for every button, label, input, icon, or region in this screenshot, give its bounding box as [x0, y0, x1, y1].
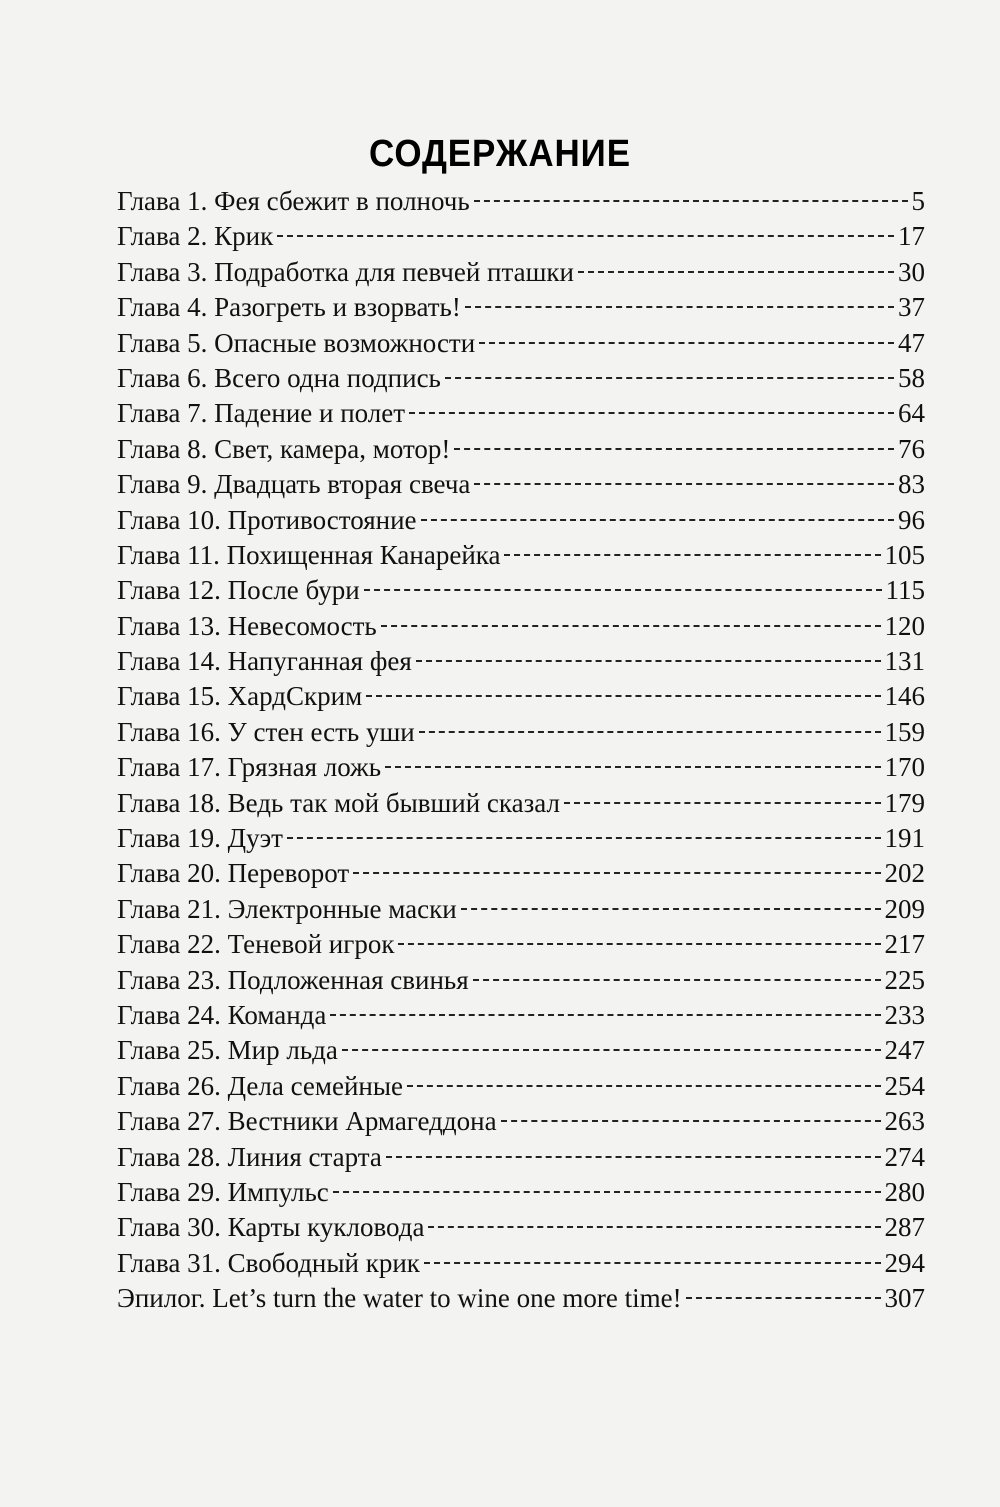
- toc-entry-label: Глава 16. У стен есть уши: [117, 716, 415, 747]
- toc-entry-label: Глава 15. ХардСкрим: [117, 681, 363, 712]
- toc-entry-label: Глава 5. Опасные возможности: [117, 327, 476, 358]
- toc-entry-page-number: 64: [898, 398, 925, 429]
- toc-entry: [117, 1246, 925, 1281]
- toc-entry: [117, 326, 925, 361]
- toc-entry-page-number: 58: [898, 362, 925, 393]
- toc-entry-label: Глава 23. Подложенная свинья: [117, 964, 469, 995]
- toc-dash-leader: [416, 660, 881, 662]
- toc-dash-leader: [419, 731, 881, 733]
- toc-entry-label: Глава 28. Линия старта: [117, 1141, 382, 1172]
- toc-dash-leader: [578, 271, 894, 273]
- toc-entry-page-number: 217: [884, 929, 925, 960]
- toc-entry-page-number: 191: [884, 823, 925, 854]
- toc-dash-leader: [409, 412, 894, 414]
- toc-entry-label: Глава 26. Дела семейные: [117, 1070, 403, 1101]
- toc-entry-label: Глава 3. Подработка для певчей пташки: [117, 256, 574, 287]
- toc-entry-page-number: 96: [898, 504, 925, 535]
- toc-dash-leader: [479, 342, 894, 344]
- toc-entry-label: Глава 9. Двадцать вторая свеча: [117, 469, 471, 500]
- toc-entry-label: Глава 6. Всего одна подпись: [117, 362, 441, 393]
- toc-dash-leader: [474, 483, 894, 485]
- toc-entry: [117, 927, 925, 962]
- toc-entry-page-number: 233: [884, 999, 925, 1030]
- toc-entry-page-number: 209: [884, 893, 925, 924]
- toc-entry-page-number: 83: [898, 469, 925, 500]
- toc-entry-page-number: 17: [898, 221, 925, 252]
- toc-entry: [117, 184, 925, 219]
- toc-entry: [117, 396, 925, 431]
- toc-entry: [117, 503, 925, 538]
- toc-entry-page-number: 159: [884, 716, 925, 747]
- toc-entry-page-number: 287: [884, 1212, 925, 1243]
- toc-dash-leader: [330, 1014, 880, 1016]
- toc-entry-label: Глава 1. Фея сбежит в полночь: [117, 186, 470, 216]
- toc-dash-leader: [287, 837, 881, 839]
- toc-entry-label: Глава 11. Похищенная Канарейка: [117, 539, 501, 570]
- toc-entry: [117, 1175, 925, 1210]
- toc-entry: [117, 1140, 925, 1175]
- toc-dash-leader: [353, 872, 880, 874]
- toc-entry-label: Глава 29. Импульс: [117, 1176, 329, 1207]
- toc-entry-page-number: 131: [884, 646, 925, 677]
- toc-dash-leader: [364, 589, 882, 591]
- toc-dash-leader: [686, 1297, 881, 1299]
- toc-entry-page-number: 247: [884, 1035, 925, 1066]
- toc-entry-page-number: 263: [884, 1106, 925, 1137]
- toc-entry: [117, 715, 925, 750]
- toc-entry: [117, 679, 925, 714]
- toc-dash-leader: [407, 1085, 881, 1087]
- toc-dash-leader: [398, 943, 880, 945]
- table-of-contents: [117, 184, 925, 1317]
- toc-entry-label: Глава 21. Электронные маски: [117, 893, 457, 924]
- toc-entry: [117, 644, 925, 679]
- toc-entry-label: Глава 18. Ведь так мой бывший сказал: [117, 787, 560, 818]
- toc-entry-label: Глава 13. Невесомость: [117, 610, 377, 641]
- toc-entry: [117, 786, 925, 821]
- toc-dash-leader: [385, 766, 880, 768]
- toc-dash-leader: [421, 519, 894, 521]
- toc-entry-page-number: 179: [884, 787, 925, 818]
- toc-entry-label: Глава 20. Переворот: [117, 858, 350, 889]
- toc-dash-leader: [333, 1191, 881, 1193]
- toc-entry-label: Глава 25. Мир льда: [117, 1035, 338, 1066]
- toc-entry: [117, 538, 925, 573]
- toc-dash-leader: [504, 554, 880, 556]
- toc-entry-page-number: 146: [884, 681, 925, 712]
- toc-dash-leader: [474, 200, 908, 202]
- toc-dash-leader: [342, 1049, 881, 1051]
- toc-entry-page-number: 47: [898, 327, 925, 358]
- toc-entry-label: Эпилог. Let’s turn the water to wine one more time!: [117, 1283, 682, 1314]
- page-title: СОДЕРЖАНИЕ: [369, 133, 631, 175]
- toc-entry-page-number: 274: [884, 1141, 925, 1172]
- toc-dash-leader: [428, 1226, 880, 1228]
- toc-entry-page-number: 115: [885, 575, 925, 606]
- toc-dash-leader: [461, 908, 881, 910]
- toc-dash-leader: [366, 695, 880, 697]
- toc-entry: [117, 750, 925, 785]
- toc-entry-label: Глава 4. Разогреть и взорвать!: [117, 292, 461, 323]
- toc-entry-page-number: 294: [884, 1247, 925, 1278]
- toc-entry: [117, 1033, 925, 1068]
- toc-entry-page-number: 225: [884, 964, 925, 995]
- toc-dash-leader: [386, 1156, 881, 1158]
- toc-entry-label: Глава 10. Противостояние: [117, 504, 417, 535]
- toc-dash-leader: [424, 1262, 881, 1264]
- toc-entry-label: Глава 2. Крик: [117, 221, 274, 252]
- toc-entry-page-number: 76: [898, 433, 925, 464]
- toc-entry-page-number: 280: [884, 1176, 925, 1207]
- toc-entry-page-number: 254: [884, 1070, 925, 1101]
- toc-entry-page-number: 30: [898, 256, 925, 287]
- toc-entry: [117, 432, 925, 467]
- toc-entry-label: Глава 24. Команда: [117, 999, 327, 1030]
- toc-entry-page-number: 170: [884, 752, 925, 783]
- toc-entry-page-number: 105: [884, 539, 925, 570]
- toc-entry-label: Глава 22. Теневой игрок: [117, 929, 395, 960]
- toc-dash-leader: [465, 306, 894, 308]
- toc-entry: [117, 467, 925, 502]
- toc-dash-leader: [445, 377, 894, 379]
- toc-entry-label: Глава 31. Свободный крик: [117, 1247, 420, 1278]
- toc-entry-label: Глава 27. Вестники Армагеддона: [117, 1106, 497, 1137]
- toc-dash-leader: [381, 625, 881, 627]
- toc-entry: [117, 255, 925, 290]
- toc-entry-page-number: 307: [884, 1283, 925, 1314]
- toc-entry-page-number: 202: [884, 858, 925, 889]
- toc-entry: [117, 998, 925, 1033]
- toc-entry-page-number: 120: [884, 610, 925, 641]
- toc-entry: [117, 219, 925, 254]
- toc-entry: [117, 361, 925, 396]
- toc-dash-leader: [501, 1120, 881, 1122]
- toc-entry: [117, 821, 925, 856]
- toc-entry-label: Глава 30. Карты кукловода: [117, 1212, 425, 1243]
- toc-entry: [117, 856, 925, 891]
- toc-entry: [117, 1281, 925, 1316]
- toc-dash-leader: [473, 979, 881, 981]
- toc-entry-page-number: 5: [911, 186, 925, 216]
- toc-entry: [117, 609, 925, 644]
- toc-entry-page-number: 37: [898, 292, 925, 323]
- toc-entry-label: Глава 12. После бури: [117, 575, 360, 606]
- toc-entry: [117, 1104, 925, 1139]
- toc-entry: [117, 1210, 925, 1245]
- toc-entry: [117, 892, 925, 927]
- toc-entry-label: Глава 17. Грязная ложь: [117, 752, 382, 783]
- toc-entry: [117, 290, 925, 325]
- toc-entry-label: Глава 14. Напуганная фея: [117, 646, 412, 677]
- toc-dash-leader: [564, 802, 881, 804]
- toc-entry-label: Глава 19. Дуэт: [117, 823, 283, 854]
- toc-entry: [117, 573, 925, 608]
- toc-entry: [117, 1069, 925, 1104]
- toc-dash-leader: [454, 448, 894, 450]
- toc-entry-label: Глава 7. Падение и полет: [117, 398, 406, 429]
- toc-entry-label: Глава 8. Свет, камера, мотор!: [117, 433, 451, 464]
- toc-entry: [117, 963, 925, 998]
- toc-dash-leader: [277, 235, 894, 237]
